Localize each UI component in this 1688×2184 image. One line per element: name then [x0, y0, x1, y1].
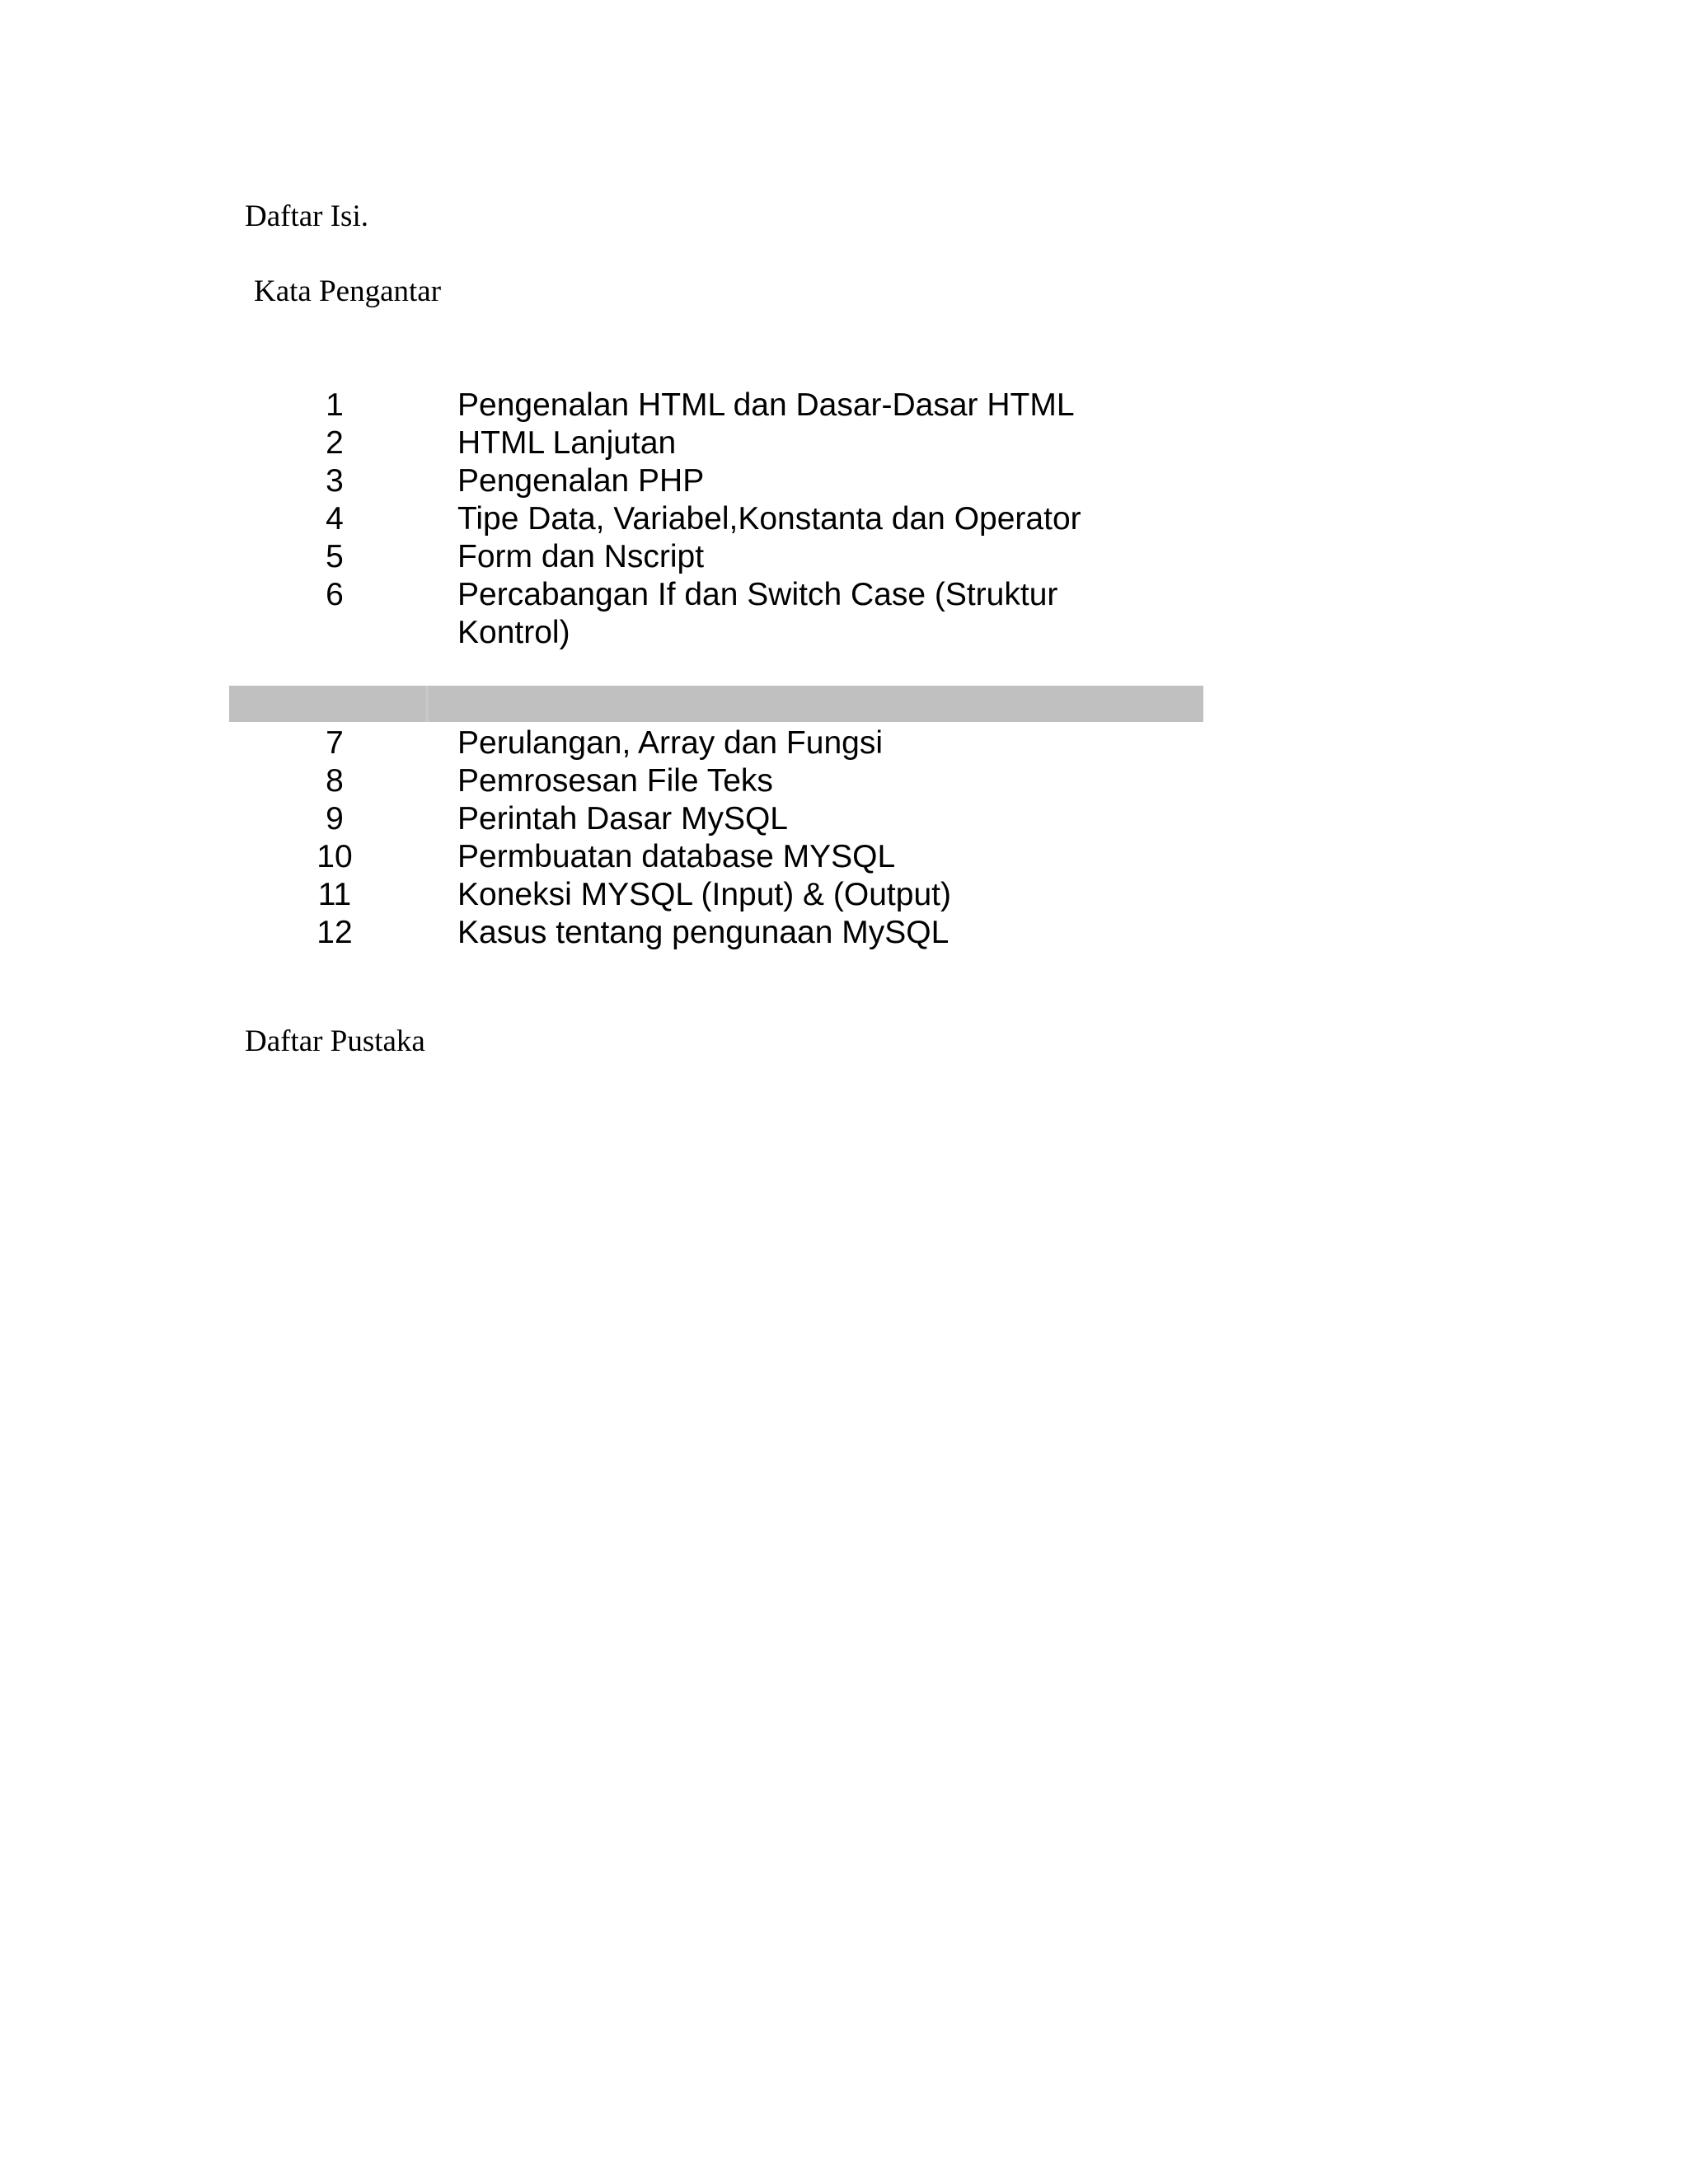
toc-item: [0, 424, 1688, 462]
toc-item-number: 12: [316, 915, 353, 950]
toc-item-number: 8: [326, 763, 344, 799]
toc-item: [0, 462, 1688, 500]
toc-bibliography: Daftar Pustaka: [245, 1024, 425, 1058]
toc-item-number: 6: [326, 577, 344, 612]
toc-item-number: 2: [326, 425, 344, 461]
toc-item: [0, 538, 1688, 576]
toc-item: [0, 724, 1688, 762]
page-title: Daftar Isi.: [245, 199, 368, 233]
toc-item: [0, 576, 1688, 652]
toc-item-title: Koneksi MYSQL (Input) & (Output): [457, 877, 951, 912]
toc-item-title: HTML Lanjutan: [457, 425, 677, 461]
toc-item: [0, 800, 1688, 838]
toc-item-number: 1: [326, 387, 344, 423]
toc-preface: Kata Pengantar: [254, 274, 442, 308]
toc-item-number: 10: [316, 839, 353, 874]
toc-list-part-2: [0, 724, 1688, 952]
toc-item: [0, 500, 1688, 538]
toc-item: [0, 876, 1688, 914]
toc-item: [0, 387, 1688, 424]
toc-item-title: Perulangan, Array dan Fungsi: [457, 725, 883, 761]
toc-item-title: Pengenalan PHP: [457, 463, 705, 499]
column-divider: [425, 686, 429, 722]
toc-item: [0, 914, 1688, 952]
toc-item-title: Pemrosesan File Teks: [457, 763, 773, 799]
table-separator-band: [229, 686, 1203, 722]
toc-list-part-1: [0, 387, 1688, 652]
toc-item: [0, 762, 1688, 800]
toc-item-number: 7: [326, 725, 344, 761]
toc-item-number: 4: [326, 501, 344, 537]
toc-item: [0, 838, 1688, 876]
toc-item-title: Permbuatan database MYSQL: [457, 839, 896, 874]
toc-item-title: Perintah Dasar MySQL: [457, 801, 788, 837]
toc-item-title: Percabangan If dan Switch Case (Struktur Kontrol): [457, 577, 1058, 650]
toc-item-title: Tipe Data, Variabel,Konstanta dan Operator: [457, 501, 1081, 537]
toc-item-title: Form dan Nscript: [457, 539, 705, 574]
toc-item-number: 9: [326, 801, 344, 837]
toc-item-number: 11: [317, 877, 352, 912]
toc-item-number: 3: [326, 463, 344, 499]
toc-item-number: 5: [326, 539, 344, 574]
toc-item-title: Kasus tentang pengunaan MySQL: [457, 915, 950, 950]
toc-item-title: Pengenalan HTML dan Dasar-Dasar HTML: [457, 387, 1075, 423]
